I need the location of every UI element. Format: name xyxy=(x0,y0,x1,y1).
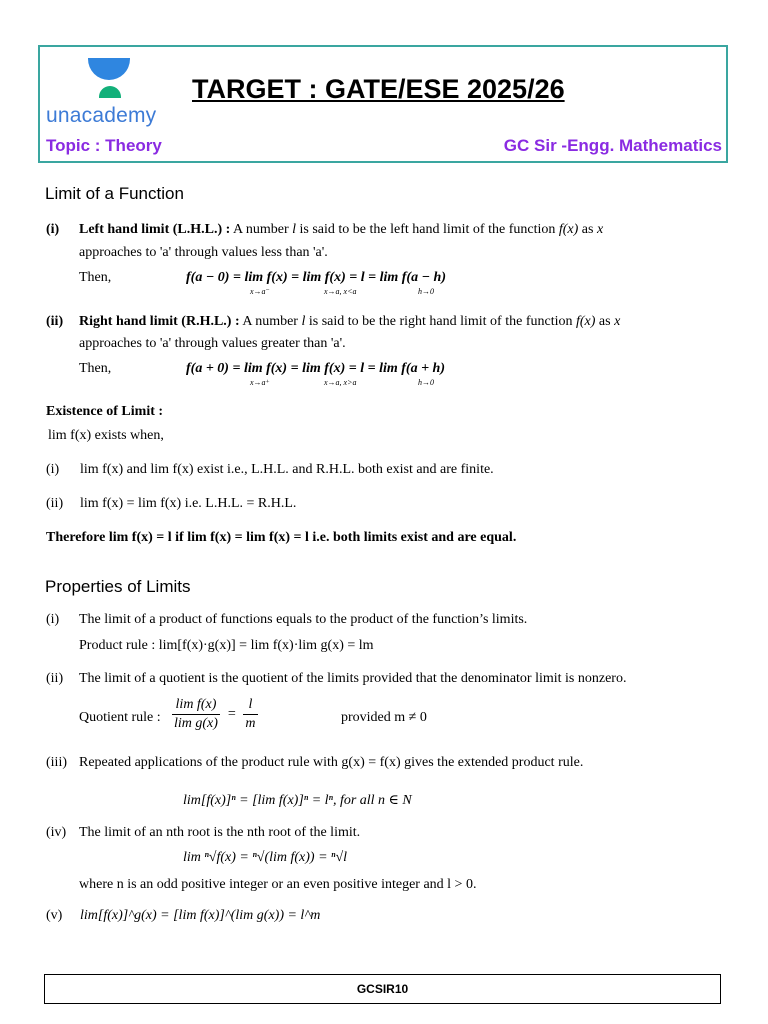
existence-line0: lim f(x) exists when, xyxy=(48,428,164,443)
lhl-sub-3: h→0 xyxy=(418,287,434,296)
author-label: GC Sir -Engg. Mathematics xyxy=(503,136,722,155)
rhl-definition xyxy=(79,314,620,330)
rhl-text1: A number xyxy=(239,314,302,329)
lhl-sub-1: x→a⁻ xyxy=(250,287,270,296)
lhl-x: x xyxy=(596,222,604,237)
prop4-text: The limit of an nth root is the nth root of the limit. xyxy=(79,825,361,840)
prop2-number: (ii) xyxy=(46,671,64,686)
existence-item2: lim f(x) = lim f(x) i.e. L.H.L. = R.H.L. xyxy=(80,496,297,511)
lhl-text2: is said to be the left hand limit of the function xyxy=(296,222,559,237)
lhl-definition xyxy=(79,222,603,238)
section-heading-limit: Limit of a Function xyxy=(45,184,184,203)
lhl-line2: approaches to 'a' through values less than 'a'. xyxy=(79,245,328,260)
rhl-text3: as xyxy=(595,314,615,329)
rhl-text2: is said to be the right hand limit of the function xyxy=(305,314,576,329)
prop3-rule: lim[f(x)]ⁿ = [lim f(x)]ⁿ = lⁿ, for all n ∈ N xyxy=(183,793,412,808)
lhl-formula: f(a − 0) = lim f(x) = lim f(x) = l = lim f(a − h) xyxy=(186,270,447,285)
lhl-then: Then, xyxy=(79,270,112,285)
prop1-rule: Product rule : lim[f(x)·g(x)] = lim f(x)·lim g(x) = lm xyxy=(79,638,374,653)
lhl-text3: as xyxy=(578,222,597,237)
prop1-text: The limit of a product of functions equals to the product of the function’s limits. xyxy=(79,612,528,627)
prop4-rule: lim ⁿ√f(x) = ⁿ√(lim f(x)) = ⁿ√l xyxy=(183,850,348,865)
prop2-text: The limit of a quotient is the quotient of the limits provided that the denominator limit is nonzero. xyxy=(79,671,627,686)
lhl-sub-2: x→a, x<a xyxy=(324,287,357,296)
prop4-note: where n is an odd positive integer or an even positive integer and l > 0. xyxy=(79,877,477,892)
page-title: TARGET : GATE/ESE 2025/26 xyxy=(192,74,565,104)
existence-item2-number: (ii) xyxy=(46,496,64,511)
lhl-var-l: l xyxy=(292,222,297,237)
prop2-rule-tail: provided m ≠ 0 xyxy=(341,710,427,725)
rhl-x: x xyxy=(614,314,621,329)
rhl-term: Right hand limit (R.H.L.) : xyxy=(79,314,240,329)
prop3-number: (iii) xyxy=(46,755,67,770)
existence-item1-number: (i) xyxy=(46,462,60,477)
prop4-number: (iv) xyxy=(46,825,67,840)
prop5-rule: lim[f(x)]^g(x) = [lim f(x)]^(lim g(x)) = l^m xyxy=(80,908,321,923)
prop2-rule-label: Quotient rule : xyxy=(79,710,161,725)
rhl-var-l: l xyxy=(301,314,306,329)
section-heading-properties: Properties of Limits xyxy=(45,577,191,596)
lhl-text1: A number xyxy=(230,222,293,237)
topic-label: Topic : Theory xyxy=(46,136,162,155)
rhl-sub-3: h→0 xyxy=(418,378,434,387)
lhl-number: (i) xyxy=(46,222,60,237)
rhl-sub-1: x→a⁺ xyxy=(250,378,270,387)
lhl-term: Left hand limit (L.H.L.) : xyxy=(79,222,231,237)
rhl-fx: f(x) xyxy=(575,314,596,329)
rhl-line2: approaches to 'a' through values greater than 'a'. xyxy=(79,336,346,351)
prop3-text: Repeated applications of the product rule with g(x) = f(x) gives the extended product rule. xyxy=(79,755,584,770)
rhl-then: Then, xyxy=(79,361,112,376)
rhl-sub-2: x→a, x>a xyxy=(324,378,357,387)
rhl-number: (ii) xyxy=(46,314,64,329)
lhl-fx: f(x) xyxy=(558,222,579,237)
existence-therefore: Therefore lim f(x) = l if lim f(x) = lim f(x) = l i.e. both limits exist and are equal. xyxy=(46,530,517,545)
prop1-number: (i) xyxy=(46,612,60,627)
prop5-number: (v) xyxy=(46,908,63,923)
footer-code: GCSIR10 xyxy=(44,974,721,1004)
rhl-formula: f(a + 0) = lim f(x) = lim f(x) = l = lim f(a + h) xyxy=(186,361,445,376)
existence-heading: Existence of Limit : xyxy=(46,404,164,419)
quotient-fraction: $\frac{\text{lim f(x)}}{\text{lim g(x)}}$ = $\frac{l}{m}$ xyxy=(174,697,256,731)
logo-text: unacademy xyxy=(46,104,157,127)
existence-item1: lim f(x) and lim f(x) exist i.e., L.H.L. and R.H.L. both exist and are finite. xyxy=(80,462,494,477)
